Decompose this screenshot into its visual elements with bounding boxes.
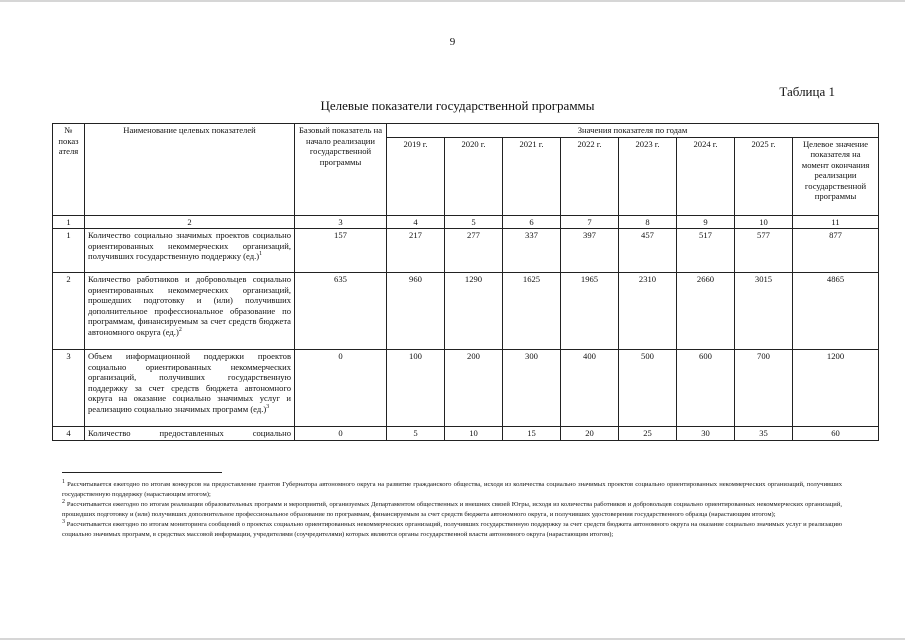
target-value: 1200 [793, 350, 879, 427]
base-value: 0 [295, 427, 387, 441]
indicators-table [52, 123, 879, 441]
table-row [53, 273, 879, 350]
year-value: 277 [445, 229, 503, 273]
year-value: 1290 [445, 273, 503, 350]
page-number: 9 [449, 36, 456, 48]
footnotes [62, 472, 842, 540]
indicator-name: Количество социально значимых проектов социально ориентированных некоммерческих организаций, получивших государственную поддержку $(ед.)^1$ [85, 229, 295, 273]
column-numbers-row [53, 215, 879, 229]
header-year: 2022 г. [561, 137, 619, 215]
year-value: 457 [619, 229, 677, 273]
row-number: 1 [53, 229, 85, 273]
year-value: 15 [503, 427, 561, 441]
year-value: 5 [387, 427, 445, 441]
year-value: 300 [503, 350, 561, 427]
header-year: 2024 г. [677, 137, 735, 215]
col-number: 3 [295, 215, 387, 229]
header-target: Целевое значение показателя на момент окончания реализации государственной программы [793, 137, 879, 215]
header-name: Наименование целевых показателей [85, 124, 295, 216]
year-value: 500 [619, 350, 677, 427]
header-base: Базовый показатель на начало реализации государственной программы [295, 124, 387, 216]
base-value: 0 [295, 350, 387, 427]
document-title: Целевые показатели государственной программы [320, 98, 595, 113]
header-num: № показ ателя [53, 124, 85, 216]
year-value: 200 [445, 350, 503, 427]
col-number: 10 [735, 215, 793, 229]
year-value: 217 [387, 229, 445, 273]
row-number: 2 [53, 273, 85, 350]
footnote: $^1$ Рассчитывается ежегодно по итогам конкурсов на предоставление грантов Губернатора автономного округа на развитие гражданского общества, исходя из количества социально значимых проектов социально ориентированных некоммерческих организаций, получивших государственную поддержку (нарастающим итогом); [62, 478, 842, 498]
row-number: 3 [53, 350, 85, 427]
indicator-name: Объем информационной поддержки проектов социально ориентированных некоммерческих организаций, получивших государственную поддержку за счет средств бюджета автономного округа на оказание социально значимых услуг и реализацию социально значимых программ $(ед.)^3$ [85, 350, 295, 427]
year-value: 400 [561, 350, 619, 427]
year-value: 25 [619, 427, 677, 441]
year-value: 1625 [503, 273, 561, 350]
year-value: 30 [677, 427, 735, 441]
col-number: 11 [793, 215, 879, 229]
header-year: 2019 г. [387, 137, 445, 215]
col-number: 9 [677, 215, 735, 229]
table-row [53, 229, 879, 273]
table-label: Таблица 1 [779, 84, 835, 99]
footnote-divider [62, 472, 222, 473]
year-value: 397 [561, 229, 619, 273]
year-value: 20 [561, 427, 619, 441]
year-value: 517 [677, 229, 735, 273]
footnote: $^3$ Рассчитывается ежегодно по итогам мониторинга сообщений о проектах социально ориентированных некоммерческих организаций, получивших государственную поддержку за счет средств бюджета автономного округа на оказание социально значимых услуг и реализацию социально значимых программ, в средствах массовой информации, учредителями (соучредителями) которых являются органы государственной власти автономного округа (нарастающим итогом); [62, 518, 842, 538]
col-number: 2 [85, 215, 295, 229]
year-value: 577 [735, 229, 793, 273]
col-number: 6 [503, 215, 561, 229]
year-value: 700 [735, 350, 793, 427]
header-year: 2020 г. [445, 137, 503, 215]
row-number: 4 [53, 427, 85, 441]
col-number: 8 [619, 215, 677, 229]
col-number: 4 [387, 215, 445, 229]
footnote-ref[interactable]: 2 [178, 326, 182, 333]
year-value: 10 [445, 427, 503, 441]
indicator-name: Количество работников и добровольцев социально ориентированных некоммерческих организаций, прошедших подготовку и (или) получивших дополнительное профессиональное образование по программам, финансируемым за счет средств бюджета автономного округа $(ед.)^2$ [85, 273, 295, 350]
year-value: 3015 [735, 273, 793, 350]
footnote: $^2$ Рассчитывается ежегодно по итогам реализации образовательных программ и мероприятий, организуемых Департаментом общественных и внешних связей Югры, исходя из количества работников и добровольцев социально ориентированных некоммерческих организаций, прошедших подготовку и (или) получивших дополнительное профессиональное образование по программам, финансируемым за счет средств бюджета автономного округа, и получивших удостоверения государственного образца (нарастающим итогом); [62, 498, 842, 518]
table-row [53, 350, 879, 427]
scan-edge-top [0, 0, 905, 2]
footnote-ref[interactable]: 1 [259, 251, 263, 258]
year-value: 960 [387, 273, 445, 350]
footnote-ref[interactable]: 3 [266, 403, 270, 410]
table-row [53, 427, 879, 441]
header-year: 2023 г. [619, 137, 677, 215]
year-value: 337 [503, 229, 561, 273]
base-value: 157 [295, 229, 387, 273]
target-value: 877 [793, 229, 879, 273]
header-years-group: Значения показателя по годам [387, 124, 879, 138]
year-value: 1965 [561, 273, 619, 350]
header-row-1 [53, 124, 879, 138]
header-year: 2021 г. [503, 137, 561, 215]
year-value: 600 [677, 350, 735, 427]
col-number: 7 [561, 215, 619, 229]
year-value: 35 [735, 427, 793, 441]
indicator-name: Количество предоставленных социально [85, 427, 295, 441]
year-value: 2660 [677, 273, 735, 350]
col-number: 1 [53, 215, 85, 229]
header-year: 2025 г. [735, 137, 793, 215]
target-value: 60 [793, 427, 879, 441]
target-value: 4865 [793, 273, 879, 350]
base-value: 635 [295, 273, 387, 350]
col-number: 5 [445, 215, 503, 229]
year-value: 2310 [619, 273, 677, 350]
year-value: 100 [387, 350, 445, 427]
